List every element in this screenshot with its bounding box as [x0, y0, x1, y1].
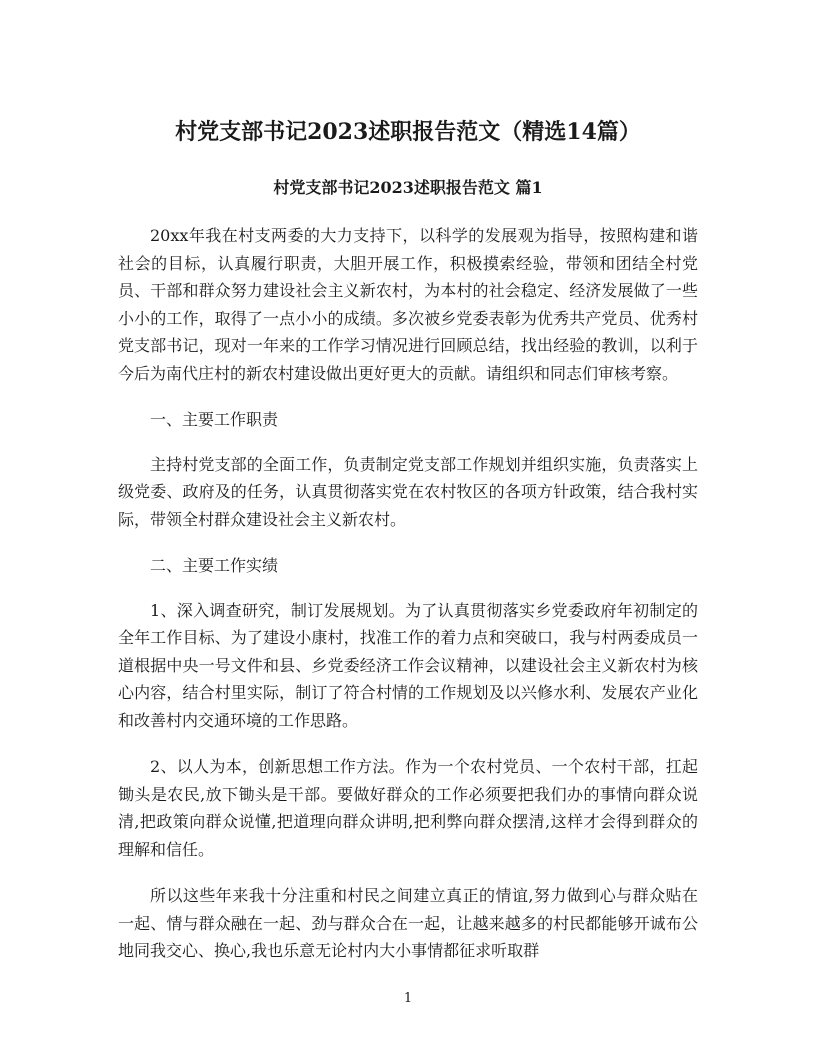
paragraph-intro: 20xx年我在村支两委的大力支持下，以科学的发展观为指导，按照构建和谐社会的目标，认真履行职责，大胆开展工作，积极摸索经验，带领和团结全村党员、干部和群众努力建设社会主义新农村，为本村的社会稳定、经济发展做了一些小小的工作，取得了一点小小的成绩。多次被乡党委表彰为优秀共产党员、优秀村党支部书记，现对一年来的工作学习情况进行回顾总结，找出经验的教训，以利于今后为南代庄村的新农村建设做出更好更大的贡献。请组织和同志们审核考察。	[118, 226, 698, 383]
heading-main-achievements: 二、主要工作实绩	[150, 556, 279, 575]
heading-main-duties: 一、主要工作职责	[150, 410, 279, 429]
paragraph-relationship: 所以这些年来我十分注重和村民之间建立真正的情谊,努力做到心与群众贴在一起、情与群众融在一起、劲与群众合在一起，让越来越多的村民都能够开诚布公地同我交心、换心,我也乐意无论村内大小事情都征求听取群	[118, 886, 698, 960]
paragraph-duties: 主持村党支部的全面工作，负责制定党支部工作规划并组织实施，负责落实上级党委、政府及的任务，认真贯彻落实党在农村牧区的各项方针政策，结合我村实际，带领全村群众建设社会主义新农村。	[118, 454, 698, 529]
document-title: 村党支部书记2023述职报告范文（精选14篇）	[175, 119, 641, 145]
page-number: 1	[403, 991, 413, 1006]
paragraph-achievement-1: 1、深入调查研究，制订发展规划。为了认真贯彻落实乡党委政府年初制定的全年工作目标、为了建设小康村，找准工作的着力点和突破口，我与村两委成员一道根据中央一号文件和县、乡党委经济工作会议精神，以建设社会主义新农村为核心内容，结合村里实际，制订了符合村情的工作规划及以兴修水利、发展农产业化和改善村内交通环境的工作思路。	[118, 600, 698, 730]
paragraph-achievement-2: 2、以人为本，创新思想工作方法。作为一个农村党员、一个农村干部，扛起锄头是农民,放下锄头是干部。要做好群众的工作必须要把我们办的事情向群众说清,把政策向群众说懂,把道理向群众讲明,把利弊向群众摆清,这样才会得到群众的理解和信任。	[118, 757, 698, 859]
section-title: 村党支部书记2023述职报告范文 篇1	[273, 178, 543, 197]
document-body	[118, 222, 698, 984]
